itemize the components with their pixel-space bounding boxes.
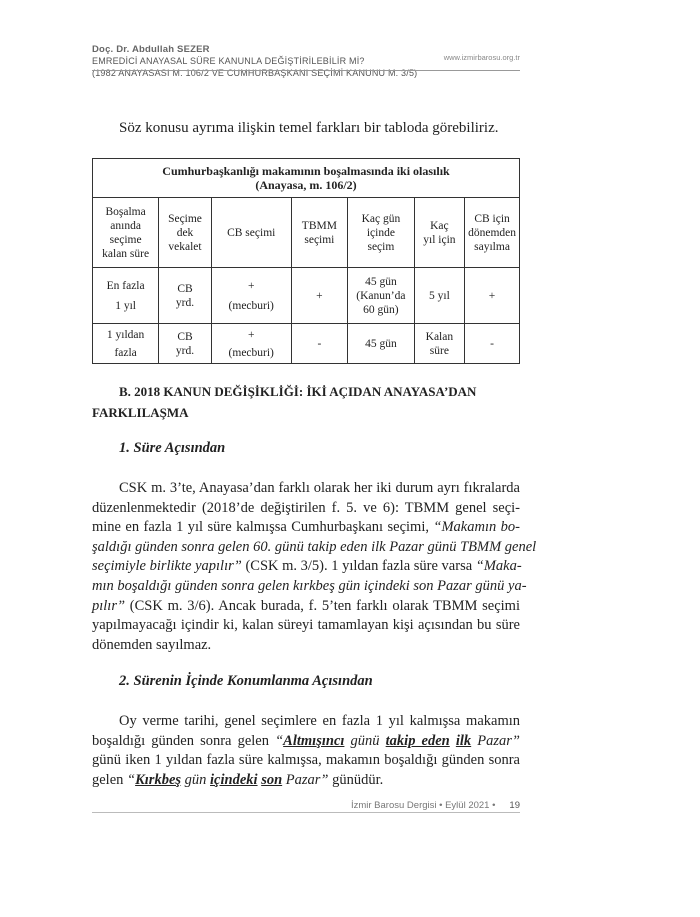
- table-subtitle: (Anayasa, m. 106/2): [255, 178, 357, 192]
- section-heading-b: B. 2018 KANUN DEĞİŞİKLİĞİ: İKİ AÇIDAN ANAYASA’DAN FARKLILAŞMA: [92, 384, 477, 420]
- journal-name: İzmir Barosu Dergisi • Eylül 2021 •: [350, 800, 496, 811]
- table-row: 1 yıldan fazla CB yrd. + (mecburi) - 45 gün Kalan süre -: [93, 324, 520, 364]
- header-cell-acting: Seçime dek vekalet: [159, 198, 212, 268]
- table-title-row: [93, 159, 520, 198]
- running-header: [92, 44, 520, 79]
- subsection-heading-1: 1. Süre Açısından: [119, 440, 226, 456]
- footer-divider: [92, 812, 520, 813]
- table-title: Cumhurbaşkanlığı makamının boşalmasında iki olasılık: [162, 164, 450, 178]
- header-cell-tbmm-election: TBMM seçimi: [291, 198, 347, 268]
- header-cell-term-count: CB için dönemden sayılma: [465, 198, 520, 268]
- author-name: Doç. Dr. Abdullah SEZER: [92, 44, 210, 55]
- comparison-table: [92, 158, 520, 364]
- paragraph-1: CSK m. 3’te, Anayasa’dan farklı olarak her iki durum ayrı fıkralarda düzenlenmektedir (2018’de değiştirilen f. 5. ve 6): TBMM genel seçi- mine en fazla 1 yıl süre kalmışsa Cumhurbaşkanı seçimi, “Makamın bo- şaldığı günden sonra gelen 60. günü takip eden ilk Pazar günü TBMM genel seçimiyle birlikte yapılır” (CSK m. 3/5). 1 yıldan fazla süre varsa “Maka- mın boşaldığı günden sonra gelen kırkbeş gün içindeki son Pazar günü ya- pılır” (CSK m. 3/6). Ancak burada, f. 5’ten farklı olarak TBMM seçimi yapılmayacağı içindir ki, kalan süreyi tamamlayan kişi açısından bu süre dönemden sayılmaz.: [92, 480, 537, 653]
- header-cell-remaining-time: Boşalma anında seçime kalan süre: [93, 198, 159, 268]
- website-url: www.izmirbarosu.org.tr: [443, 53, 520, 62]
- running-footer: [92, 800, 520, 811]
- subsection-heading-2: 2. Sürenin İçinde Konumlanma Açısından: [119, 673, 373, 689]
- page-number: 19: [509, 800, 520, 811]
- header-cell-years: Kaç yıl için: [414, 198, 464, 268]
- table-header-row: [93, 198, 520, 268]
- header-divider: [92, 70, 520, 71]
- header-cell-days: Kaç gün içinde seçim: [348, 198, 415, 268]
- header-title-line1: EMREDİCİ ANAYASAL SÜRE KANUNLA DEĞİŞTİRİLEBİLİR Mİ?: [92, 56, 365, 66]
- paragraph-2: Oy verme tarihi, genel seçimlere en fazla 1 yıl kalmışsa makamın boşaldığı günden sonra gelen “Altmışıncı günü takip eden ilk Pazar” günü iken 1 yıldan fazla süre kalmışsa, makamın boşaldığı günden sonra gelen “Kırkbeş gün içindeki son Pazar” günüdür.: [92, 713, 520, 788]
- table-row: En fazla 1 yıl CB yrd. + (mecburi) + 45 gün (Kanun’da 60 gün) 5 yıl +: [93, 268, 520, 324]
- header-cell-cb-election: CB seçimi: [211, 198, 291, 268]
- intro-sentence: Söz konusu ayrıma ilişkin temel farkları bir tabloda görebiliriz.: [119, 120, 499, 136]
- header-title-line2: (1982 ANAYASASI M. 106/2 VE CUMHURBAŞKANI SEÇİMİ KANUNU M. 3/5): [92, 68, 418, 78]
